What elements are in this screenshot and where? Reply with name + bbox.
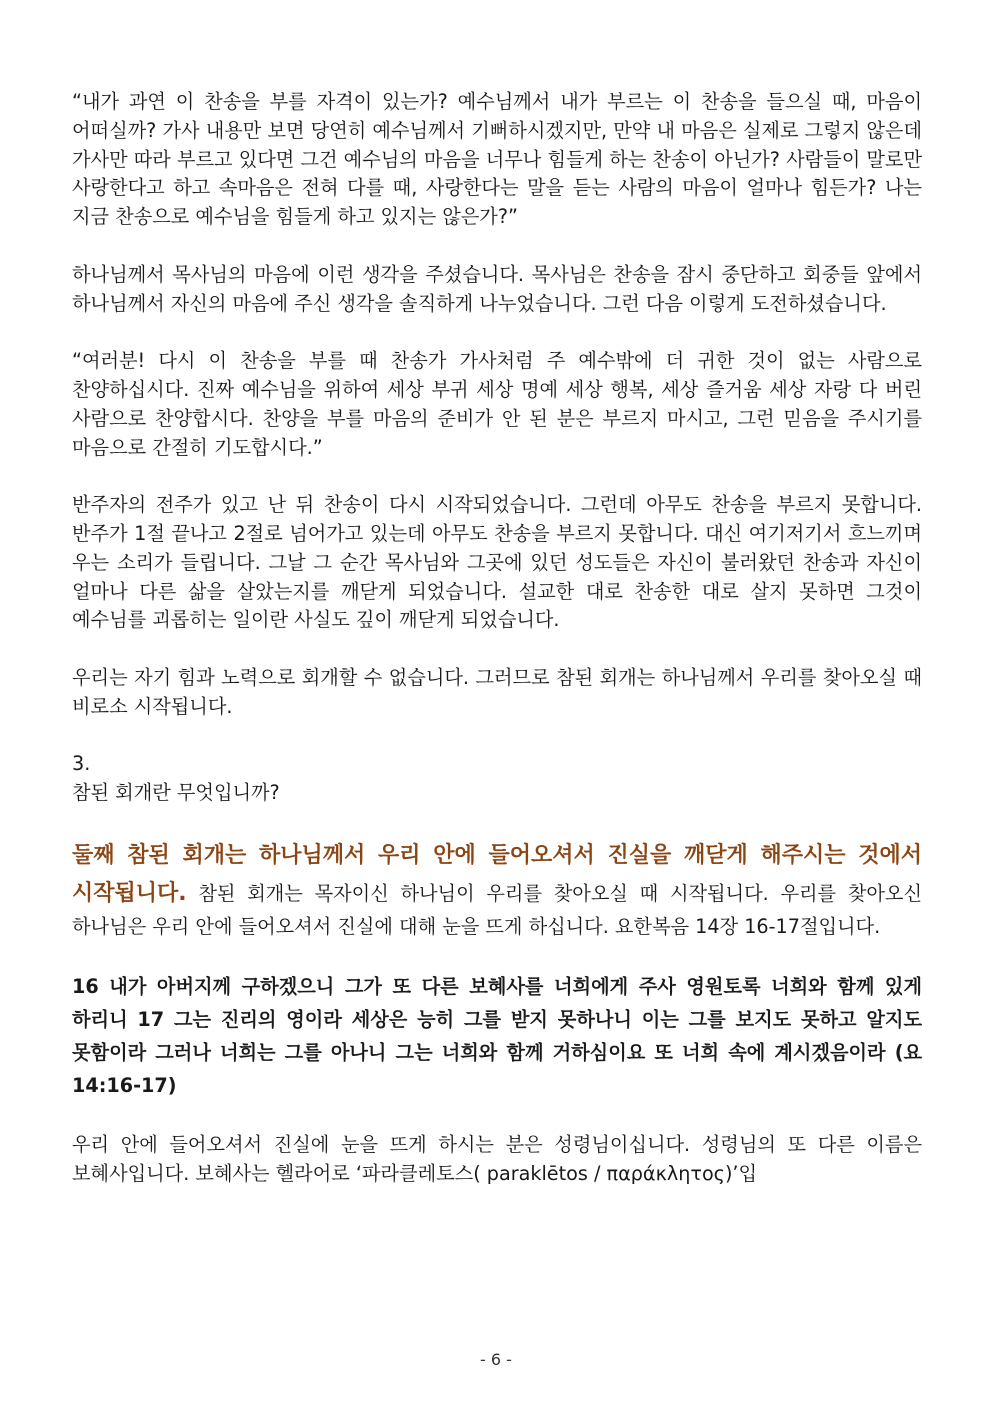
heading-paragraph: [72, 837, 922, 942]
scripture-quote: 16 내가 아버지께 구하겠으니 그가 또 다른 보혜사를 너희에게 주사 영원토록 너희와 함께 있게 하리니 17 그는 진리의 영이라 세상은 능히 그를 받지 못하나니 이는 그를 보지도 못하고 알지도 못함이라 그러나 너희는 그를 아나니 그는 너희와 함께 거하심이요 또 너희 속에 계시겠음이라 (요 14:16-17): [72, 975, 922, 1098]
document-page: [72, 88, 922, 1189]
quote-paragraph-3: “여러분! 다시 이 찬송을 부를 때 찬송가 가사처럼 주 예수밖에 더 귀한 것이 없는 사람으로 찬양하십시다. 진짜 예수님을 위하여 세상 부귀 세상 명예 세상 행복, 세상 즐거움 세상 자랑 다 버린 사람으로 찬양합시다. 찬양을 부를 마음의 준비가 안 된 분은 부르지 마시고, 그런 믿음을 주시기를 마음으로 간절히 기도합시다.”: [72, 349, 922, 459]
body-paragraph-5: 우리는 자기 힘과 노력으로 회개할 수 없습니다. 그러므로 참된 회개는 하나님께서 우리를 찾아오실 때 비로소 시작됩니다.: [72, 665, 922, 718]
body-paragraph-4: 반주자의 전주가 있고 난 뒤 찬송이 다시 시작되었습니다. 그런데 아무도 찬송을 부르지 못합니다. 반주가 1절 끝나고 2절로 넘어가고 있는데 아무도 찬송을 부르지 못합니다. 대신 여기저기서 흐느끼며 우는 소리가 들립니다. 그날 그 순간 목사님와 그곳에 있던 성도들은 자신이 불러왔던 찬송과 자신이 얼마나 다른 삶을 살았는지를 깨닫게 되었습니다. 설교한 대로 찬송한 대로 살지 못하면 그것이 예수님를 괴롭히는 일이란 사실도 깊이 깨닫게 되었습니다.: [72, 493, 922, 632]
section-title: 참된 회개란 무엇입니까?: [72, 781, 280, 805]
closing-paragraph: 우리 안에 들어오셔서 진실에 눈을 뜨게 하시는 분은 성령님이십니다. 성령님의 또 다른 이름은 보혜사입니다. 보혜사는 헬라어로 ‘파라클레토스( paraklētos / παράκλητος)’입: [72, 1133, 922, 1185]
quote-paragraph-1: “내가 과연 이 찬송을 부를 자격이 있는가? 예수님께서 내가 부르는 이 찬송을 들으실 때, 마음이 어떠실까? 가사 내용만 보면 당연히 예수님께서 기뻐하시겠지만, 만약 내 마음은 실제로 그렇지 않은데 가사만 따라 부르고 있다면 그건 예수님의 마음을 너무나 힘들게 하는 찬송이 아닌가? 사람들이 말로만 사랑한다고 하고 속마음은 전혀 다를 때, 사랑한다는 말을 듣는 사람의 마음이 얼마나 힘든가? 나는 지금 찬송으로 예수님을 힘들게 하고 있지는 않은가?”: [72, 90, 922, 229]
page-number: - 6 -: [480, 1350, 512, 1369]
heading-follow-text: 참된 회개는 목자이신 하나님이 우리를 찾아오실 때 시작됩니다. 우리를 찾아오신 하나님은 우리 안에 들어오셔서 진실에 대해 눈을 뜨게 하십니다. 요한복음 14장 16-17절입니다.: [72, 881, 922, 938]
section-number: 3.: [72, 752, 91, 776]
section-heading: 둘째 참된 회개는 하나님께서 우리 안에 들어오셔서 진실을 깨닫게 해주시는 것에서 시작됩니다.: [72, 842, 922, 906]
body-paragraph-2: 하나님께서 목사님의 마음에 이런 생각을 주셨습니다. 목사님은 찬송을 잠시 중단하고 회중들 앞에서 하나님께서 자신의 마음에 주신 생각을 솔직하게 나누었습니다. 그런 다음 이렇게 도전하셨습니다.: [72, 262, 922, 315]
